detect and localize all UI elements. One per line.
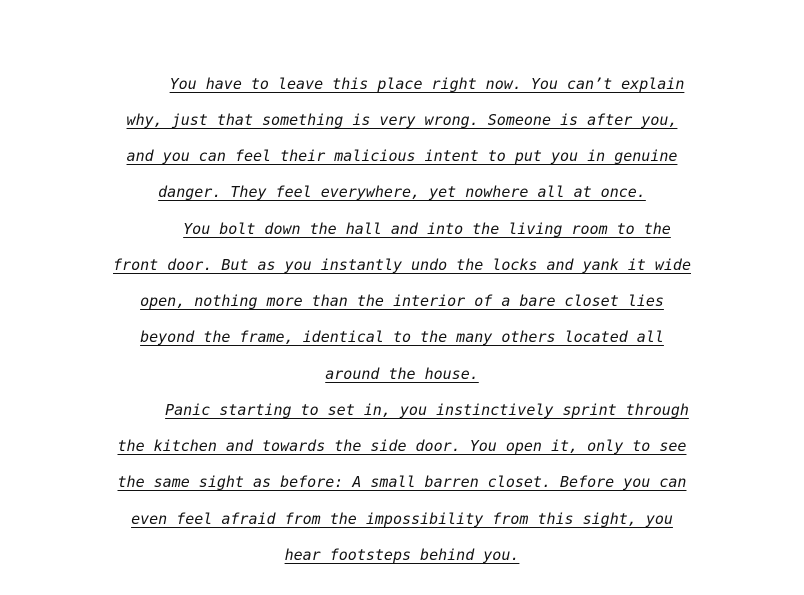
paragraph-2-line-3: open, nothing more than the interior of a bare closet lies xyxy=(140,292,664,310)
paragraph-1-line-3: and you can feel their malicious intent to put you in genuine xyxy=(126,147,678,165)
paragraph-2-line-1: You bolt down the hall and into the living room to the xyxy=(183,220,671,238)
paragraph-3-line-5: hear footsteps behind you. xyxy=(284,546,520,564)
paragraph-1-line-1: You have to leave this place right now. You can’t explain xyxy=(169,75,685,93)
paragraph-2-line-2: front door. But as you instantly undo the locks and yank it wide xyxy=(113,256,691,274)
paragraph-1-line-4: danger. They feel everywhere, yet nowhere all at once. xyxy=(158,183,646,201)
paragraph-1-line-2: why, just that something is very wrong. Someone is after you, xyxy=(126,111,678,129)
paragraph-3-line-4: even feel afraid from the impossibility from this sight, you xyxy=(131,510,673,528)
paragraph-2-line-5: around the house. xyxy=(325,365,479,383)
paragraph-3-line-3: the same sight as before: A small barren closet. Before you can xyxy=(117,473,687,491)
paragraph-3-line-2: the kitchen and towards the side door. You open it, only to see xyxy=(117,437,687,455)
paragraph-2-line-4: beyond the frame, identical to the many others located all xyxy=(140,328,664,346)
paragraph-3-line-1: Panic starting to set in, you instinctively sprint through xyxy=(165,401,689,419)
